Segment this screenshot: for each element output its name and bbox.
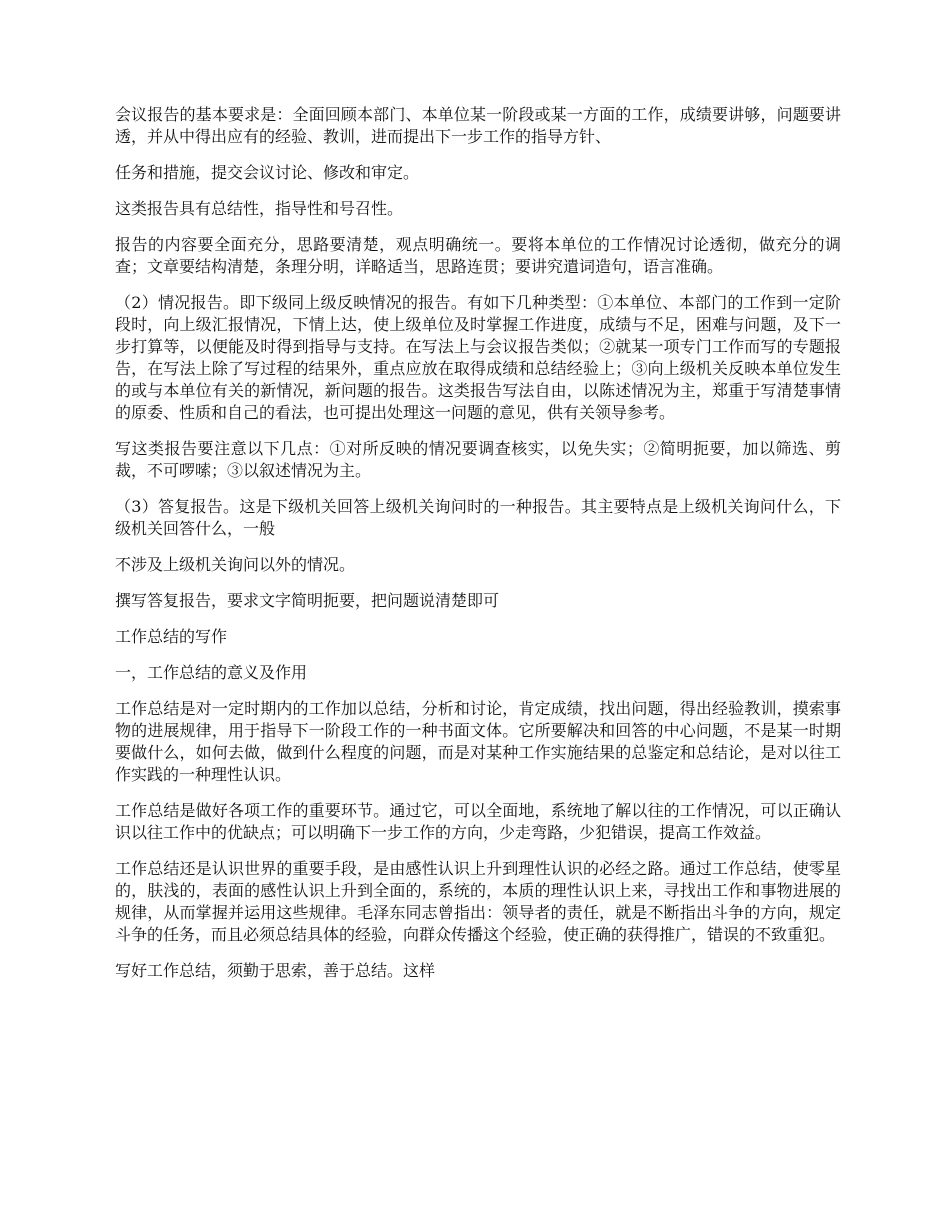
paragraph-situation-report-notes: 写这类报告要注意以下几点：①对所反映的情况要调查核实，以免失实；②简明扼要，加以筛选、剪裁，不可啰嗦；③以叙述情况为主。 [115,439,841,480]
paragraph-report-content: 报告的内容要全面充分，思路要清楚，观点明确统一。要将本单位的工作情况讨论透彻，做充分的调查；文章要结构清楚，条理分明，详略适当，思路连贯；要讲究遣词造句，语言准确。 [115,235,841,276]
paragraph-reply-report: （3）答复报告。这是下级机关回答上级机关询问时的一种报告。其主要特点是上级机关询问什么，下级机关回答什么，一般 [115,497,841,538]
paragraph-work-summary-closing: 写好工作总结，须勤于思索，善于总结。这样 [115,961,436,980]
document-page [115,104,841,996]
paragraph-situation-report: （2）情况报告。即下级同上级反映情况的报告。有如下几种类型：①本单位、本部门的工作到一定阶段时，向上级汇报情况，下情上达，使上级单位及时掌握工作进度，成绩与不足，困难与问题，及下一步打算等，以便能及时得到指导与支持。在写法上与会议报告类似；②就某一项专门工作而写的专题报告，在写法上除了写过程的结果外，重点应放在取得成绩和总结经验上；③向上级机关反映本单位发生的或与本单位有关的新情况，新问题的报告。这类报告写法自由，以陈述情况为主，郑重于写清楚事情的原委、性质和自己的看法，也可提出处理这一问题的意见，供有关领导参考。 [115,293,841,422]
paragraph-report-nature: 这类报告具有总结性，指导性和号召性。 [115,199,404,218]
paragraph-work-summary-cognition: 工作总结还是认识世界的重要手段，是由感性认识上升到理性认识的必经之路。通过工作总结，使零星的，肤浅的，表面的感性认识上升到全面的，系统的，本质的理性认识上来，寻找出工作和事物进展的规律，从而掌握并运用这些规律。毛泽东同志曾指出：领导者的责任，就是不断指出斗争的方向，规定斗争的任务，而且必须总结具体的经验，向群众传播这个经验，使正确的获得推广，错误的不致重犯。 [115,859,841,944]
heading-work-summary-writing: 工作总结的写作 [115,627,228,646]
paragraph-meeting-report-requirements: 会议报告的基本要求是：全面回顾本部门、本单位某一阶段或某一方面的工作，成绩要讲够，问题要讲透，并从中得出应有的经验、教训，进而提出下一步工作的指导方针、 [115,105,841,146]
paragraph-meeting-report-tasks: 任务和措施，提交会议讨论、修改和审定。 [115,163,420,182]
paragraph-reply-report-scope: 不涉及上级机关询问以外的情况。 [115,555,356,574]
heading-work-summary-significance: 一，工作总结的意义及作用 [115,663,308,682]
paragraph-reply-report-writing: 撰写答复报告，要求文字简明扼要，把问题说清楚即可 [115,591,500,610]
paragraph-work-summary-importance: 工作总结是做好各项工作的重要环节。通过它，可以全面地，系统地了解以往的工作情况，可以正确认识以往工作中的优缺点；可以明确下一步工作的方向，少走弯路，少犯错误，提高工作效益。 [115,801,841,842]
paragraph-work-summary-definition: 工作总结是对一定时期内的工作加以总结，分析和讨论，肯定成绩，找出问题，得出经验教训，摸索事物的进展规律，用于指导下一阶段工作的一种书面文体。它所要解决和回答的中心问题，不是某一时期要做什么，如何去做，做到什么程度的问题，而是对某种工作实施结果的总鉴定和总结论，是对以往工作实践的一种理性认识。 [115,699,841,784]
